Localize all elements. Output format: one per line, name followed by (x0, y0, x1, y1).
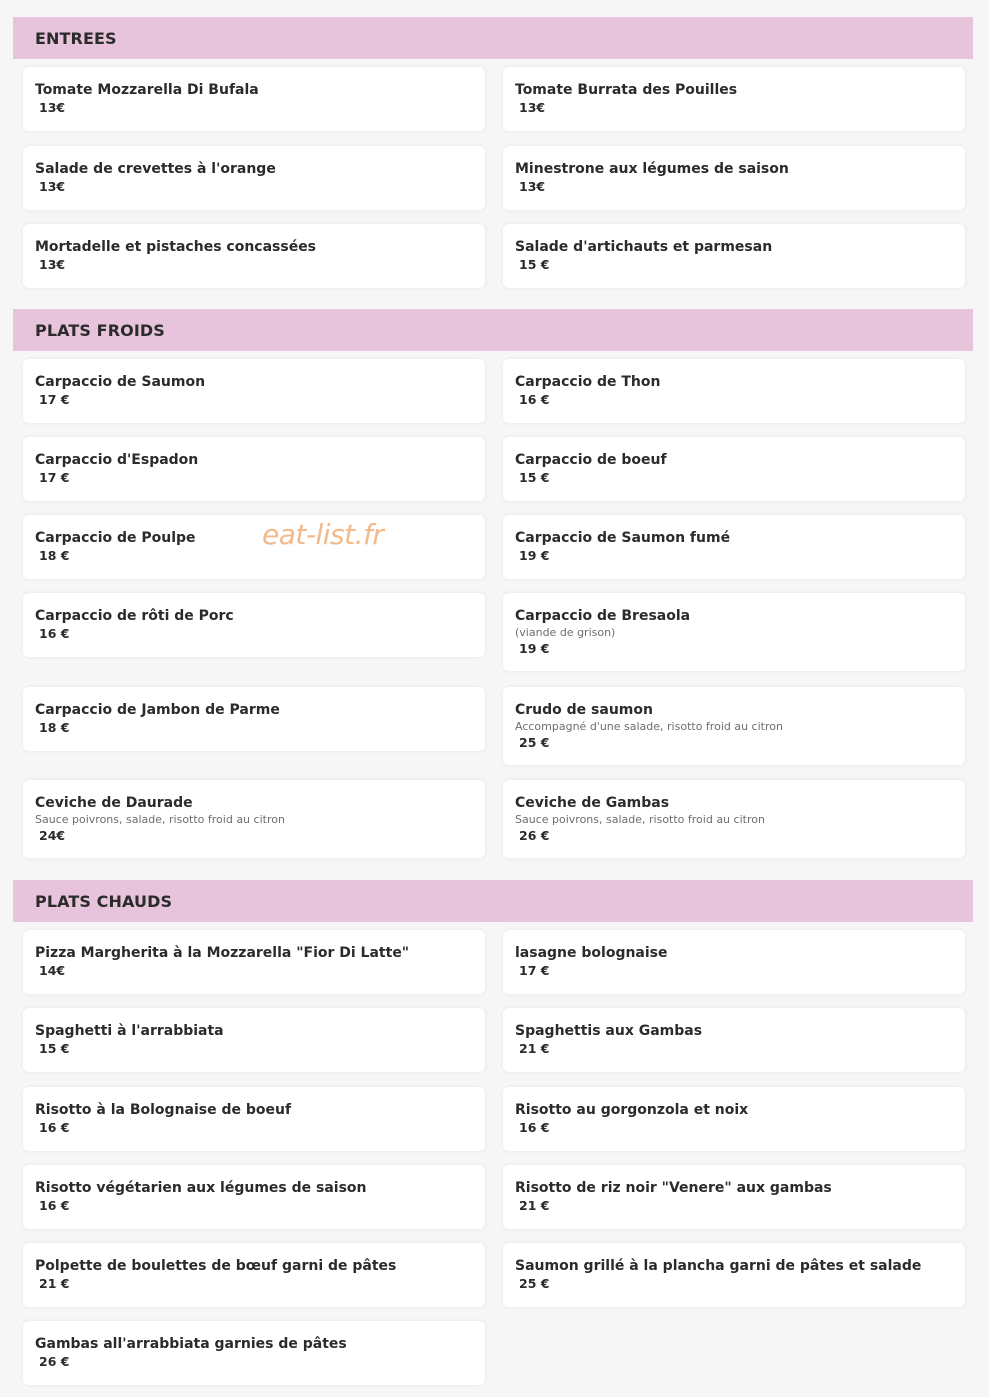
menu-item-card[interactable] (503, 359, 965, 423)
dish-name: Salade d'artichauts et parmesan (515, 239, 773, 255)
menu-item-card[interactable] (503, 1243, 965, 1307)
dish-name: lasagne bolognaise (515, 945, 668, 961)
dish-price: 17 € (39, 470, 70, 485)
dish-name: Carpaccio de Thon (515, 374, 661, 390)
dish-name: Carpaccio de Saumon fumé (515, 530, 731, 546)
dish-name: Spaghettis aux Gambas (515, 1023, 703, 1039)
dish-price: 13€ (519, 179, 546, 194)
dish-name: Carpaccio de Poulpe (35, 530, 196, 546)
dish-name: Risotto végétarien aux légumes de saison (35, 1180, 367, 1196)
menu-item-card[interactable] (23, 930, 485, 994)
dish-price: 16 € (39, 626, 70, 641)
dish-name: Ceviche de Gambas (515, 795, 670, 811)
dish-price: 15 € (39, 1041, 70, 1056)
dish-price: 15 € (519, 257, 550, 272)
menu-item-card[interactable] (23, 146, 485, 210)
dish-name: Risotto au gorgonzola et noix (515, 1102, 749, 1118)
menu-item-card[interactable] (23, 780, 485, 858)
dish-name: Polpette de boulettes de bœuf garni de pâtes (35, 1258, 397, 1274)
dish-price: 16 € (39, 1198, 70, 1213)
dish-name: Carpaccio de Jambon de Parme (35, 702, 280, 718)
dish-name: Saumon grillé à la plancha garni de pâtes et salade (515, 1258, 922, 1274)
menu-item-card[interactable] (23, 1321, 485, 1385)
dish-name: Carpaccio de Saumon (35, 374, 206, 390)
dish-price: 17 € (39, 392, 70, 407)
dish-price: 13€ (39, 100, 66, 115)
dish-price: 26 € (39, 1354, 70, 1369)
dish-price: 14€ (39, 963, 66, 978)
dish-price: 21 € (519, 1041, 550, 1056)
dish-price: 25 € (519, 1276, 550, 1291)
dish-name: Carpaccio de rôti de Porc (35, 608, 234, 624)
dish-name: Mortadelle et pistaches concassées (35, 239, 317, 255)
dish-price: 16 € (39, 1120, 70, 1135)
watermark: eat-list.fr (262, 518, 384, 551)
dish-name: Crudo de saumon (515, 702, 653, 718)
dish-name: Spaghetti à l'arrabbiata (35, 1023, 224, 1039)
dish-name: Carpaccio de Bresaola (515, 608, 691, 624)
menu-item-card[interactable] (23, 437, 485, 501)
dish-price: 16 € (519, 392, 550, 407)
dish-price: 19 € (519, 548, 550, 563)
menu-item-card[interactable] (503, 1008, 965, 1072)
menu-item-card[interactable] (23, 224, 485, 288)
dish-name: Carpaccio d'Espadon (35, 452, 199, 468)
section-header-plats-froids: PLATS FROIDS (13, 309, 973, 351)
dish-name: Salade de crevettes à l'orange (35, 161, 276, 177)
menu-item-card[interactable] (503, 515, 965, 579)
menu-item-card[interactable] (23, 1243, 485, 1307)
section-header-plats-chauds: PLATS CHAUDS (13, 880, 973, 922)
dish-price: 24€ (39, 828, 66, 843)
menu-item-card[interactable] (503, 780, 965, 858)
dish-name: Gambas all'arrabbiata garnies de pâtes (35, 1336, 347, 1352)
dish-name: Tomate Mozzarella Di Bufala (35, 82, 259, 98)
menu-item-card[interactable] (23, 593, 485, 657)
dish-description: Sauce poivrons, salade, risotto froid au citron (515, 813, 765, 826)
dish-price: 17 € (519, 963, 550, 978)
menu-item-card[interactable] (23, 1008, 485, 1072)
dish-name: Risotto à la Bolognaise de boeuf (35, 1102, 292, 1118)
dish-price: 16 € (519, 1120, 550, 1135)
menu-item-card[interactable] (503, 224, 965, 288)
dish-price: 18 € (39, 720, 70, 735)
menu-item-card[interactable] (503, 1087, 965, 1151)
menu-item-card[interactable] (503, 437, 965, 501)
menu-item-card[interactable] (23, 687, 485, 751)
dish-price: 21 € (519, 1198, 550, 1213)
dish-price: 25 € (519, 735, 550, 750)
section-header-entrees: ENTREES (13, 17, 973, 59)
dish-name: Carpaccio de boeuf (515, 452, 667, 468)
dish-description: (viande de grison) (515, 626, 616, 639)
menu-item-card[interactable] (503, 687, 965, 765)
dish-description: Accompagné d'une salade, risotto froid au citron (515, 720, 783, 733)
menu-item-card[interactable] (503, 67, 965, 131)
dish-price: 26 € (519, 828, 550, 843)
menu-item-card[interactable] (23, 359, 485, 423)
dish-price: 13€ (39, 257, 66, 272)
dish-name: Risotto de riz noir "Venere" aux gambas (515, 1180, 832, 1196)
dish-price: 21 € (39, 1276, 70, 1291)
menu-item-card[interactable] (503, 930, 965, 994)
dish-price: 13€ (519, 100, 546, 115)
dish-price: 19 € (519, 641, 550, 656)
dish-name: Tomate Burrata des Pouilles (515, 82, 738, 98)
menu-item-card[interactable] (503, 146, 965, 210)
dish-description: Sauce poivrons, salade, risotto froid au citron (35, 813, 285, 826)
dish-price: 13€ (39, 179, 66, 194)
menu-item-card[interactable] (503, 593, 965, 671)
dish-price: 18 € (39, 548, 70, 563)
menu-item-card[interactable] (23, 67, 485, 131)
dish-name: Pizza Margherita à la Mozzarella "Fior Di Latte" (35, 945, 410, 961)
menu-item-card[interactable] (23, 1165, 485, 1229)
menu-item-card[interactable] (23, 1087, 485, 1151)
menu-item-card[interactable] (503, 1165, 965, 1229)
dish-name: Minestrone aux légumes de saison (515, 161, 789, 177)
dish-name: Ceviche de Daurade (35, 795, 193, 811)
menu-item-card[interactable] (23, 515, 485, 579)
dish-price: 15 € (519, 470, 550, 485)
